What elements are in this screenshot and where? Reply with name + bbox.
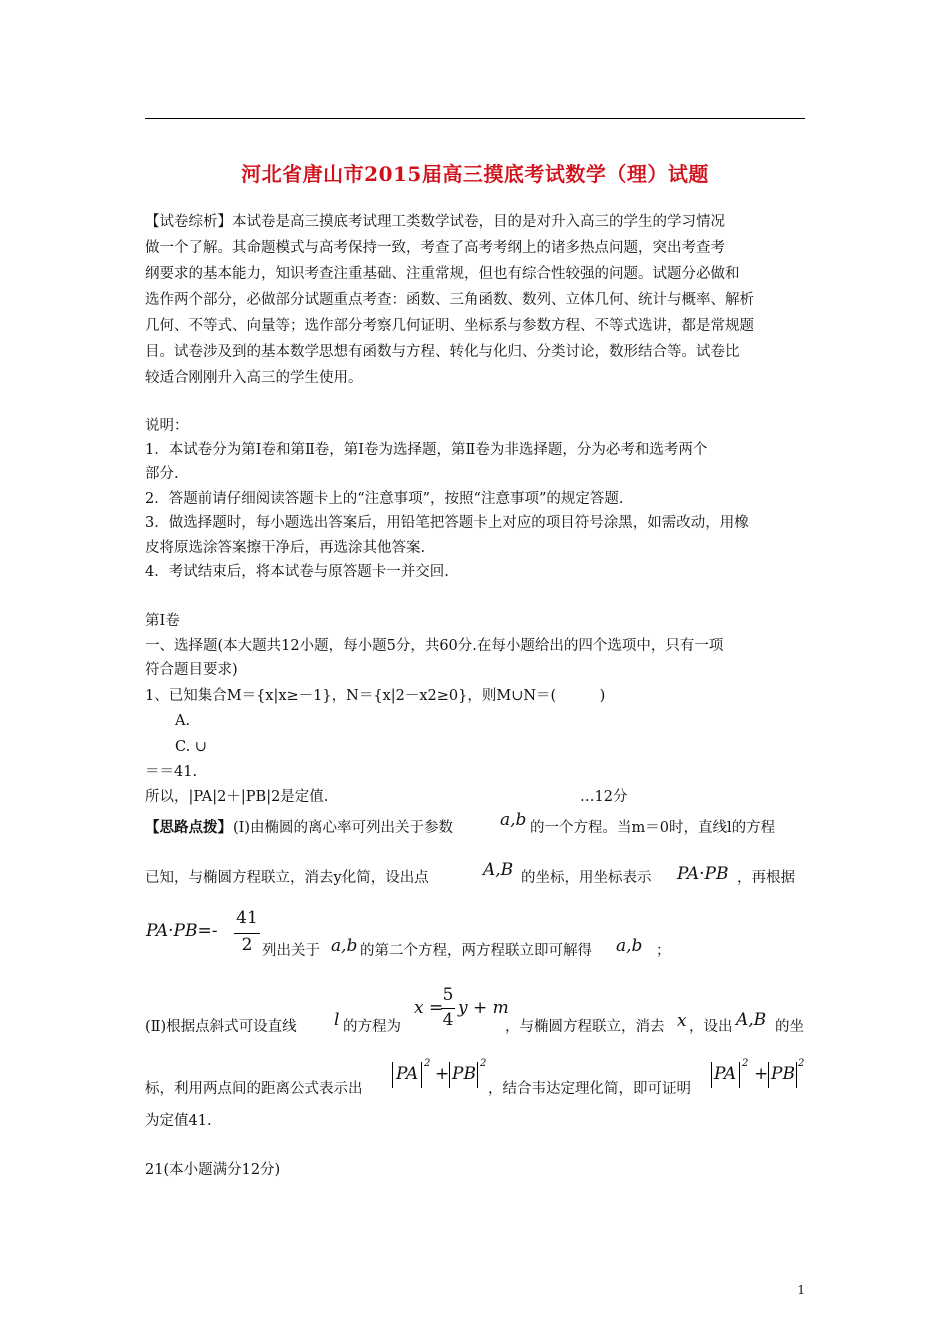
hint-text: ，结合韦达定理化简，即可证明 xyxy=(488,1081,691,1097)
fraction-numerator: 41 xyxy=(236,908,258,928)
math-PAPB-eq: PA·PB=- xyxy=(146,921,218,941)
hint-text: 列出关于 xyxy=(262,943,320,959)
hint-text: 标，利用两点间的距离公式表示出 xyxy=(145,1081,363,1097)
part-line: 符合题目要求) xyxy=(145,662,238,678)
hint-text: 为定值41. xyxy=(145,1113,212,1129)
page-number: 1 xyxy=(797,1283,805,1297)
superscript: 2 xyxy=(424,1058,431,1069)
abs-bar xyxy=(392,1062,393,1088)
fraction-bar xyxy=(441,1008,455,1009)
hint-label: 【思路点拨】 xyxy=(145,819,232,836)
note-line: 2．答题前请仔细阅读答题卡上的“注意事项”，按照“注意事项”的规定答题. xyxy=(145,491,624,507)
option-a: A. xyxy=(175,713,191,729)
math-l: l xyxy=(334,1010,340,1030)
conclusion-text: 所以，|PA|2＋|PB|2是定值. xyxy=(145,789,329,805)
summary-line: 几何、不等式、向量等；选作部分考察几何证明、坐标系与参数方程、不等式选讲，都是常规题 xyxy=(145,318,754,334)
superscript: 2 xyxy=(798,1058,805,1069)
hint-text: 已知，与椭圆方程联立，消去y化简，设出点 xyxy=(145,870,429,886)
plus-sign: + xyxy=(435,1064,450,1084)
abs-bar xyxy=(711,1062,712,1088)
math-ym: y + m xyxy=(458,998,509,1018)
hint-text: ，再根据 xyxy=(737,870,795,886)
note-line: 3．做选择题时，每小题选出答案后，用铅笔把答题卡上对应的项目符号涂黑，如需改动，用橡 xyxy=(145,515,749,531)
hint-text: 的一个方程。当m＝0时，直线l的方程 xyxy=(530,820,776,836)
abs-bar xyxy=(768,1062,769,1088)
abs-bar xyxy=(449,1062,450,1088)
hint-text: ； xyxy=(656,943,671,959)
math-x: x xyxy=(677,1011,687,1031)
document-title: 河北省唐山市2015届高三摸底考试数学（理）试题 xyxy=(241,162,709,186)
note-line: 1．本试卷分为第Ⅰ卷和第Ⅱ卷，第Ⅰ卷为选择题，第Ⅱ卷为非选择题，分为必考和选考两个 xyxy=(145,442,708,458)
superscript: 2 xyxy=(742,1058,749,1069)
note-line: 皮将原选涂答案擦干净后，再选涂其他答案. xyxy=(145,540,426,556)
note-line: 4．考试结束后，将本试卷与原答题卡一并交回. xyxy=(145,564,449,580)
hint-text: 的坐 xyxy=(775,1019,804,1035)
question-21: 21(本小题满分12分) xyxy=(145,1162,281,1178)
math-PB: PB xyxy=(771,1064,795,1084)
option-c: C. ∪ xyxy=(175,739,207,755)
part-line: 一、选择题(本大题共12小题，每小题5分，共60分.在每小题给出的四个选项中，只有一项 xyxy=(145,638,724,654)
superscript: 2 xyxy=(480,1058,487,1069)
plus-sign: + xyxy=(754,1064,769,1084)
abs-bar xyxy=(477,1062,478,1088)
abs-bar xyxy=(421,1062,422,1088)
math-PA: PA xyxy=(396,1064,419,1084)
math-ab: a,b xyxy=(500,810,527,830)
math-PB: PB xyxy=(452,1064,476,1084)
summary-line: 选作两个部分，必做部分试题重点考查：函数、三角函数、数列、立体几何、统计与概率、解析 xyxy=(145,292,754,308)
hint-text: (Ⅰ)由椭圆的离心率可列出关于参数 xyxy=(233,820,454,836)
math-ab-3: a,b xyxy=(616,936,643,956)
fraction-denominator: 4 xyxy=(442,1010,454,1030)
fraction-numerator: 5 xyxy=(442,985,454,1005)
math-PAPB: PA·PB xyxy=(677,864,729,884)
summary-line: 做一个了解。其命题模式与高考保持一致，考查了高考考纲上的诸多热点问题，突出考查考 xyxy=(145,240,725,256)
hint-text: ，与椭圆方程联立，消去 xyxy=(505,1019,665,1035)
question-1: 1、已知集合M＝{x|x≥－1}，N＝{x|2－x2≥0}，则M∪N＝( ) xyxy=(145,688,606,704)
section-heading: 第Ⅰ卷 xyxy=(145,613,180,629)
math-AB: A,B xyxy=(483,860,514,880)
math-PA: PA xyxy=(714,1064,737,1084)
summary-line: 【试卷综析】本试卷是高三摸底考试理工类数学试卷，目的是对升入高三的学生的学习情况 xyxy=(145,214,725,230)
header-rule xyxy=(145,118,805,119)
hint-text: 的第二个方程，两方程联立即可解得 xyxy=(360,943,592,959)
math-x-eq: x = xyxy=(414,998,444,1018)
abs-bar xyxy=(796,1062,797,1088)
notes-heading: 说明： xyxy=(145,418,189,434)
score-label: …12分 xyxy=(580,789,628,805)
summary-line: 目。试卷涉及到的基本数学思想有函数与方程、转化与化归、分类讨论，数形结合等。试卷比 xyxy=(145,344,740,360)
abs-bar xyxy=(739,1062,740,1088)
fraction-denominator: 2 xyxy=(241,935,253,955)
hint-text: 的方程为 xyxy=(343,1019,401,1035)
hint-text: 的坐标，用坐标表示 xyxy=(521,870,652,886)
summary-line: 纲要求的基本能力，知识考查注重基础、注重常规，但也有综合性较强的问题。试题分必做和 xyxy=(145,266,740,282)
math-AB-2: A,B xyxy=(736,1010,767,1030)
math-ab-2: a,b xyxy=(331,936,358,956)
hint-text: (Ⅱ)根据点斜式可设直线 xyxy=(145,1019,297,1035)
equation-41: ＝＝41. xyxy=(145,764,198,780)
hint-text: ，设出 xyxy=(689,1019,733,1035)
fraction-bar xyxy=(234,933,260,934)
note-line: 部分. xyxy=(145,466,179,482)
summary-line: 较适合刚刚升入高三的学生使用。 xyxy=(145,370,363,386)
